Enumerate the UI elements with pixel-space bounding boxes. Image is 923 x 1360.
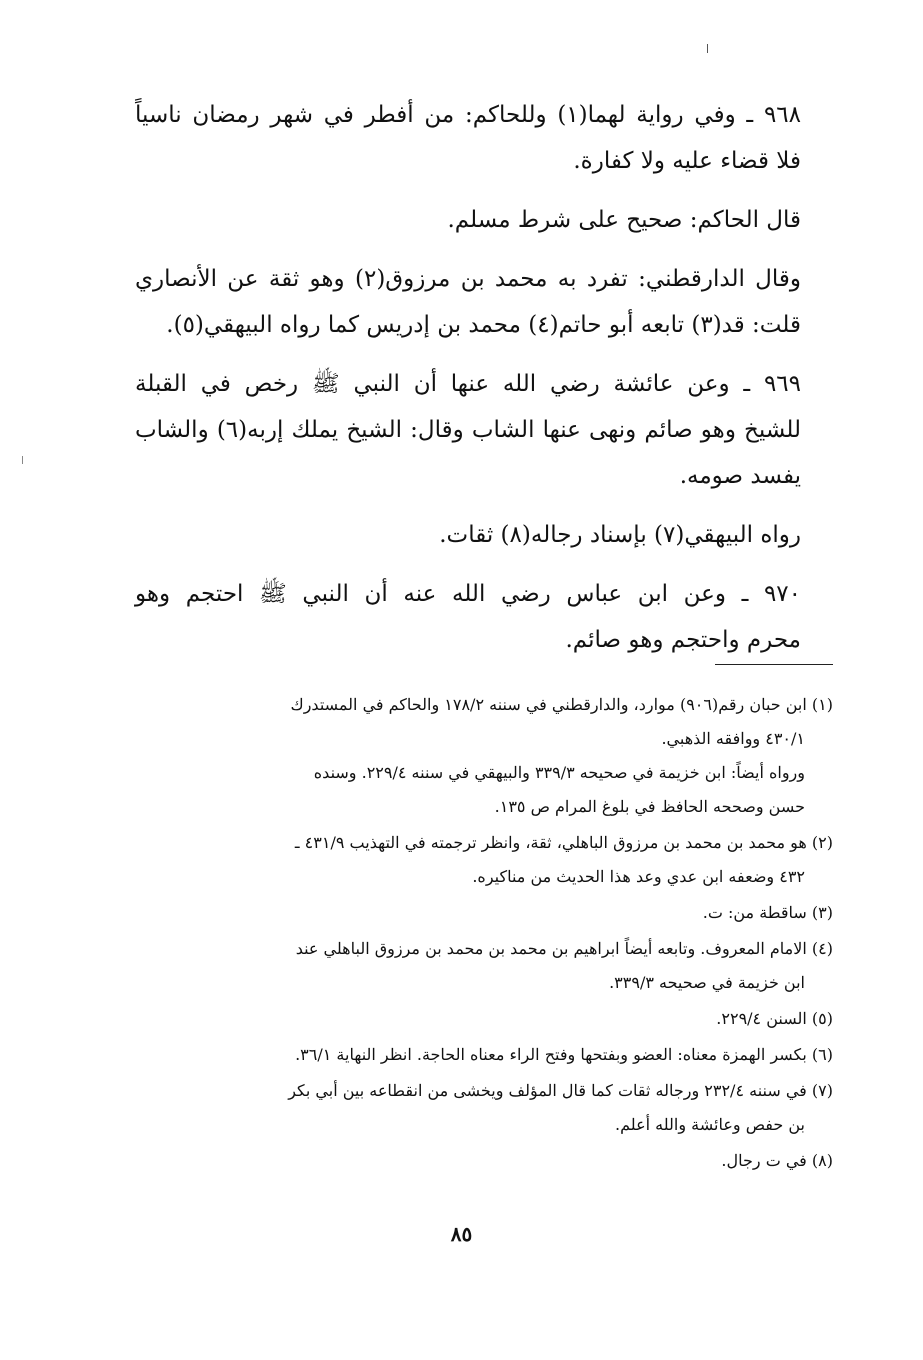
footnote-1 [135,688,833,824]
footnote-line: بن حفص وعائشة والله أعلم. [615,1115,805,1134]
footnote-3 [135,896,833,930]
line: محرم واحتجم وهو صائم. [565,627,801,653]
footnote-5 [135,1002,833,1036]
hadith-968 [135,92,833,184]
line: ٩٧٠ ـ وعن ابن عباس رضي الله عنه أن النبي ﷺ احتجم وهو [135,581,801,607]
line: ٩٦٩ ـ وعن عائشة رضي الله عنها أن النبي ﷺ رخص في القبلة [135,371,801,397]
hadith-969 [135,361,833,499]
footnote-line: (٧) في سننه ٢٣٢/٤ ورجاله ثقات كما قال المؤلف ويخشى من انقطاعه بين أبي بكر [288,1081,833,1100]
footnote-line: ابن خزيمة في صحيحه ٣٣٩/٣. [609,973,805,992]
footnote-line: حسن وصححه الحافظ في بلوغ المرام ص ١٣٥. [494,797,805,816]
footnote-line: ورواه أيضاً: ابن خزيمة في صحيحه ٣٣٩/٣ والبيهقي في سننه ٢٢٩/٤. وسنده [313,763,805,782]
line: يفسد صومه. [679,463,801,489]
footnote-8 [135,1144,833,1178]
scan-artifact-mark-left [22,456,23,464]
footnotes [135,688,833,1180]
footnote-line: (١) ابن حبان رقم(٩٠٦) موارد، والدارقطني في سننه ١٧٨/٢ والحاكم في المستدرك [290,695,833,714]
line: للشيخ وهو صائم ونهى عنها الشاب وقال: الشيخ يملك إربه(٦) والشاب [135,417,801,443]
line: وقال الدارقطني: تفرد به محمد بن مرزوق(٢) وهو ثقة عن الأنصاري [135,266,801,292]
line: قلت: قد(٣) تابعه أبو حاتم(٤) محمد بن إدريس كما رواه البيهقي(٥). [166,312,801,338]
line: فلا قضاء عليه ولا كفارة. [573,148,801,174]
footnote-line: (٦) بكسر الهمزة معناه: العضو وبفتحها وفتح الراء معناه الحاجة. انظر النهاية ٣٦/١. [295,1045,833,1064]
line: قال الحاكم: صحيح على شرط مسلم. [447,207,801,233]
bayhaqi-narration [135,512,833,558]
line: ٩٦٨ ـ وفي رواية لهما(١) وللحاكم: من أفطر في شهر رمضان ناسياً [135,102,801,128]
footnote-line: (٨) في ت رجال. [721,1151,833,1170]
scan-artifact-mark [707,44,708,53]
footnote-line: ٤٣٢ وضعفه ابن عدي وعد هذا الحديث من مناكيره. [472,867,805,886]
footnote-2 [135,826,833,894]
footnote-line: (٣) ساقطة من: ت. [702,903,833,922]
line: رواه البيهقي(٧) بإسناد رجاله(٨) ثقات. [439,522,801,548]
footnote-7 [135,1074,833,1142]
footnote-4 [135,932,833,1000]
footnote-line: (٢) هو محمد بن محمد بن مرزوق الباهلي، ثقة، وانظر ترجمته في التهذيب ٤٣١/٩ ـ [294,833,833,852]
main-text [135,92,833,676]
footnote-line: (٤) الامام المعروف. وتابعه أيضاً ابراهيم بن محمد بن محمد بن مرزوق الباهلي عند [295,939,833,958]
footnote-line: (٥) السنن ٢٢٩/٤. [716,1009,833,1028]
page-number: ٨٥ [450,1222,473,1246]
footnote-separator [715,664,833,665]
footnote-line: ٤٣٠/١ ووافقه الذهبي. [661,729,805,748]
hadith-970 [135,571,833,663]
hakim-grading [135,197,833,243]
daraqutni-comment [135,256,833,348]
footnote-6 [135,1038,833,1072]
